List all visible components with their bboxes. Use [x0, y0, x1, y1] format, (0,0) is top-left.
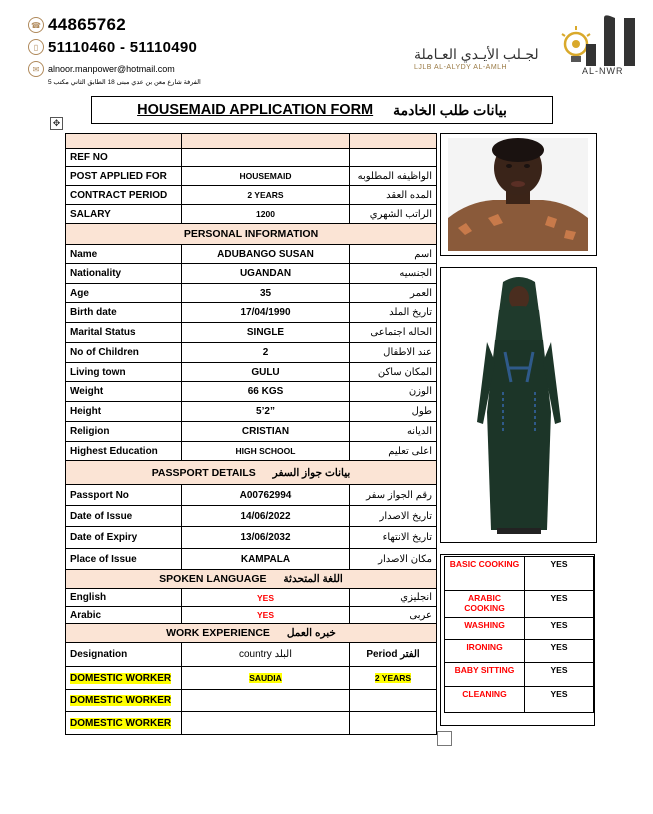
value-post-applied[interactable]: HOUSEMAID: [182, 167, 350, 186]
value-education[interactable]: HIGH SCHOOL: [182, 442, 350, 461]
section-personal-heading: PERSONAL INFORMATION: [66, 224, 437, 245]
label-salary: SALARY: [66, 205, 182, 224]
logo-arabic-text: لجـلب الأيـدي العـاملة: [414, 46, 539, 62]
value-religion[interactable]: CRISTIAN: [182, 422, 350, 442]
contact-block: [28, 14, 197, 80]
experience-period[interactable]: [350, 712, 437, 735]
label-religion: Religion: [66, 422, 182, 442]
row-date-of-issue: [66, 506, 437, 527]
phone-icon: ☎: [28, 17, 44, 33]
value-children[interactable]: 2: [182, 343, 350, 363]
label-height: Height: [66, 402, 182, 422]
skill-value[interactable]: YES: [525, 640, 594, 663]
experience-period: 2 YEARS: [374, 673, 412, 683]
value-date-of-issue[interactable]: 14/06/2022: [182, 506, 350, 527]
value-contract-period[interactable]: 2 YEARS: [182, 186, 350, 205]
arabic-salary: الراتب الشهري: [350, 205, 437, 224]
experience-designation: DOMESTIC WORKER: [70, 695, 172, 706]
col-country: country: [239, 649, 272, 660]
arabic-weight: الوزن: [350, 382, 437, 402]
portrait-photo: [448, 138, 588, 251]
experience-row: [66, 667, 437, 690]
row-post-applied: [66, 167, 437, 186]
experience-country[interactable]: [182, 712, 350, 735]
skill-name: BASIC COOKING: [445, 557, 525, 591]
skill-name: ARABIC COOKING: [445, 591, 525, 618]
skill-row: [445, 687, 594, 713]
table-move-handle[interactable]: ✥: [50, 117, 63, 130]
value-ref-no[interactable]: [182, 149, 350, 167]
skill-value[interactable]: YES: [525, 591, 594, 618]
form-title: HOUSEMAID APPLICATION FORM: [137, 102, 374, 118]
section-experience-heading: WORK EXPERIENCE: [166, 627, 270, 639]
label-english: English: [66, 589, 182, 607]
skill-row: [445, 618, 594, 640]
label-education: Highest Education: [66, 442, 182, 461]
section-experience: [66, 624, 437, 643]
label-post-applied: POST APPLIED FOR: [66, 167, 182, 186]
label-name: Name: [66, 245, 182, 264]
skill-name: BABY SITTING: [445, 663, 525, 687]
section-passport-heading-arabic: بيانات جواز السفر: [272, 466, 351, 479]
email-address: alnoor.manpower@hotmail.com: [48, 64, 175, 74]
label-date-of-expiry: Date of Expiry: [66, 527, 182, 549]
skill-name: WASHING: [445, 618, 525, 640]
row-ref-no: [66, 149, 437, 167]
arabic-birth-date: تاريخ الملد: [350, 303, 437, 323]
phone-main: 44865762: [48, 15, 127, 34]
row-arabic: [66, 607, 437, 624]
section-language-heading: SPOKEN LANGUAGE: [159, 573, 267, 585]
skill-name: CLEANING: [445, 687, 525, 713]
label-arabic: Arabic: [66, 607, 182, 624]
arabic-age: العمر: [350, 284, 437, 303]
section-experience-heading-arabic: خبره العمل: [286, 627, 336, 639]
experience-country[interactable]: [182, 690, 350, 712]
row-date-of-expiry: [66, 527, 437, 549]
experience-designation: DOMESTIC WORKER: [70, 672, 172, 684]
experience-row: [66, 712, 437, 735]
portrait-photo-frame: [440, 133, 597, 256]
arabic-religion: الديانه: [350, 422, 437, 442]
arabic-english: انجليزي: [350, 589, 437, 607]
row-birth-date: [66, 303, 437, 323]
skill-value[interactable]: YES: [525, 618, 594, 640]
value-name[interactable]: ADUBANGO SUSAN: [182, 245, 350, 264]
arabic-ref-no: [350, 149, 437, 167]
skill-value[interactable]: YES: [525, 663, 594, 687]
application-table: [65, 133, 437, 735]
checkbox[interactable]: [437, 731, 452, 746]
value-passport-no[interactable]: A00762994: [182, 485, 350, 506]
label-place-of-issue: Place of Issue: [66, 549, 182, 570]
row-weight: [66, 382, 437, 402]
label-living-town: Living town: [66, 363, 182, 382]
value-age[interactable]: 35: [182, 284, 350, 303]
label-contract-period: CONTRACT PERIOD: [66, 186, 182, 205]
logo-brand: AL-NWR: [582, 66, 624, 76]
value-height[interactable]: 5’2”: [182, 402, 350, 422]
row-height: [66, 402, 437, 422]
label-ref-no: REF NO: [66, 149, 182, 167]
arabic-contract-period: المده العقد: [350, 186, 437, 205]
value-nationality[interactable]: UGANDAN: [182, 264, 350, 284]
skill-value[interactable]: YES: [525, 557, 594, 591]
section-language: [66, 570, 437, 589]
arabic-education: اعلى تعليم: [350, 442, 437, 461]
row-contract-period: [66, 186, 437, 205]
arabic-nationality: الجنسيه: [350, 264, 437, 284]
col-designation: Designation: [66, 643, 182, 667]
arabic-place-of-issue: مكان الاصدار: [350, 549, 437, 570]
label-marital-status: Marital Status: [66, 323, 182, 343]
row-place-of-issue: [66, 549, 437, 570]
label-nationality: Nationality: [66, 264, 182, 284]
arabic-arabic: عربى: [350, 607, 437, 624]
value-living-town[interactable]: GULU: [182, 363, 350, 382]
section-language-heading-arabic: اللغة المتحدثة: [283, 573, 343, 585]
row-english: [66, 589, 437, 607]
col-period-arabic: الفتر: [400, 649, 420, 660]
skill-row: [445, 557, 594, 591]
arabic-date-of-issue: تاريخ الاصدار: [350, 506, 437, 527]
value-marital-status[interactable]: SINGLE: [182, 323, 350, 343]
label-birth-date: Birth date: [66, 303, 182, 323]
section-personal: [66, 224, 437, 245]
value-weight[interactable]: 66 KGS: [182, 382, 350, 402]
experience-country: SAUDIA: [249, 673, 282, 683]
arabic-children: عند الاطفال: [350, 343, 437, 363]
row-children: [66, 343, 437, 363]
logo-english-text: LJLB AL-ALYDY AL-AMLH: [414, 64, 508, 71]
arabic-post-applied: الواظيفه المطلوبه: [350, 167, 437, 186]
value-place-of-issue[interactable]: KAMPALA: [182, 549, 350, 570]
phone-mobiles: 51110460 - 51110490: [48, 38, 198, 56]
full-body-photo-frame: [440, 267, 597, 543]
row-religion: [66, 422, 437, 442]
skill-name: IRONING: [445, 640, 525, 663]
row-nationality: [66, 264, 437, 284]
label-weight: Weight: [66, 382, 182, 402]
skill-row: [445, 591, 594, 618]
skill-row: [445, 663, 594, 687]
value-date-of-expiry[interactable]: 13/06/2032: [182, 527, 350, 549]
full-body-photo: [443, 272, 593, 538]
skills-table: [444, 556, 594, 713]
arabic-name: اسم: [350, 245, 437, 264]
label-children: No of Children: [66, 343, 182, 363]
email-icon: ✉: [28, 61, 44, 77]
form-title-arabic: بيانات طلب الخادمة: [393, 101, 507, 118]
value-arabic[interactable]: YES: [182, 607, 350, 624]
office-address: الفرفة شارع معن بن عدي مبنى 18 الطابق الثاني مكتب 5: [48, 79, 201, 86]
row-marital-status: [66, 323, 437, 343]
arabic-passport-no: رقم الجواز سفر: [350, 485, 437, 506]
col-country-arabic: البلد: [274, 649, 292, 660]
experience-period[interactable]: [350, 690, 437, 712]
row-salary: [66, 205, 437, 224]
table-header-row: [66, 134, 437, 149]
label-age: Age: [66, 284, 182, 303]
row-name: [66, 245, 437, 264]
arabic-living-town: المكان ساكن: [350, 363, 437, 382]
arabic-date-of-expiry: تاريخ الانتهاء: [350, 527, 437, 549]
experience-row: [66, 690, 437, 712]
experience-designation: DOMESTIC WORKER: [70, 717, 172, 729]
experience-header-row: [66, 643, 437, 667]
mobile-icon: ▯: [28, 39, 44, 55]
section-passport-heading: PASSPORT DETAILS: [151, 466, 256, 479]
row-passport-no: [66, 485, 437, 506]
arabic-height: طول: [350, 402, 437, 422]
col-period: Period: [366, 649, 398, 660]
value-birth-date[interactable]: 17/04/1990: [182, 303, 350, 323]
skill-value[interactable]: YES: [525, 687, 594, 713]
label-date-of-issue: Date of Issue: [66, 506, 182, 527]
row-age: [66, 284, 437, 303]
section-passport: [66, 461, 437, 485]
value-salary[interactable]: 1200: [182, 205, 350, 224]
label-passport-no: Passport No: [66, 485, 182, 506]
value-english[interactable]: YES: [182, 589, 350, 607]
form-title-box: [91, 96, 553, 124]
skill-row: [445, 640, 594, 663]
row-education: [66, 442, 437, 461]
row-living-town: [66, 363, 437, 382]
arabic-marital-status: الحاله اجتماعى: [350, 323, 437, 343]
